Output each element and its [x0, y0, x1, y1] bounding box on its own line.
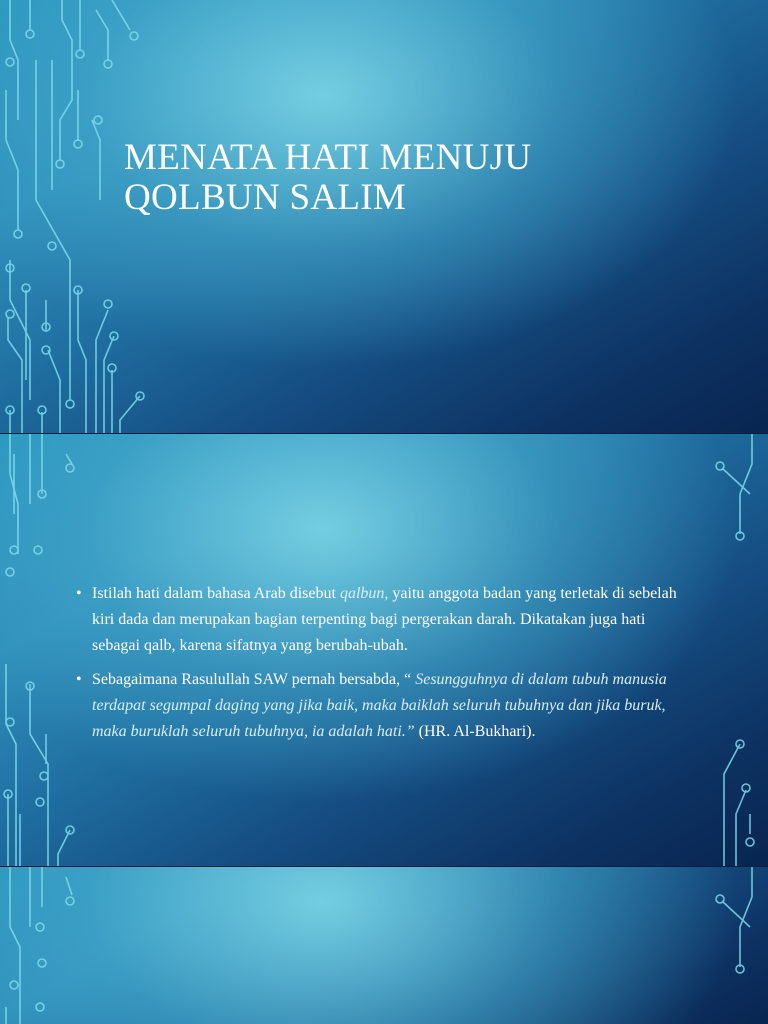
bullet-1-text-b: yaitu anggota badan yang terletak di sebelah kiri dada dan merupakan bagian terpenting bagi pergerakan darah. Dikatakan juga hati sebagai qalb, karena sifatnya yang berubah-ubah. — [92, 585, 677, 654]
circuit-decoration-right — [700, 434, 768, 866]
title-line-1: MENATA HATI MENUJU — [124, 137, 532, 178]
title-line-2: QOLBUN SALIM — [124, 177, 407, 218]
slide-title — [124, 138, 531, 218]
bullet-item-2 — [76, 667, 696, 745]
circuit-decoration-left — [0, 867, 120, 1024]
bullet-item-1 — [76, 581, 696, 659]
slide-3 — [0, 867, 768, 1024]
bullet-2-text-a: Sebagaimana Rasulullah SAW pernah bersabda, “ — [92, 671, 416, 688]
slide-1 — [0, 0, 768, 433]
bullet-icon: • — [76, 585, 82, 602]
bullet-2-text-b: (HR. Al-Bukhari). — [414, 723, 536, 740]
bullet-1-text-a: Istilah hati dalam bahasa Arab disebut — [92, 585, 340, 602]
bullet-icon: • — [76, 671, 82, 688]
circuit-decoration-right — [700, 867, 768, 1024]
bullet-list — [76, 581, 696, 753]
bullet-2-italic: Sesungguhnya di dalam tubuh manusia terdapat segumpal daging yang jika baik, maka baiklah seluruh tubuhnya dan jika buruk, maka buruklah seluruh tubuhnya, ia adalah hati.” — [92, 671, 667, 740]
slide-2 — [0, 434, 768, 866]
bullet-1-italic: qalbun, — [339, 585, 389, 602]
